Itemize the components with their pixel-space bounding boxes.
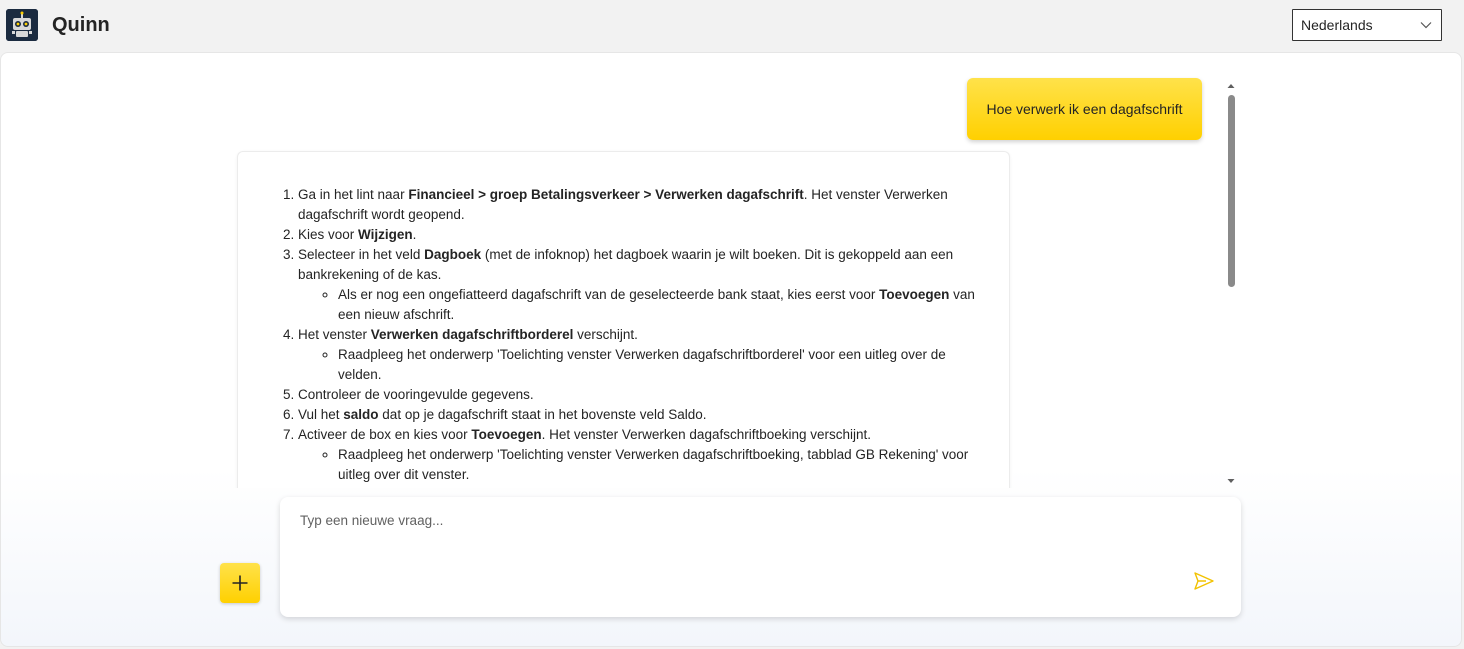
chat-transcript[interactable] [1,53,1241,488]
answer-step-4 [298,325,989,385]
user-message-bubble: Hoe verwerk ik een dagafschrift [967,78,1202,140]
step-bold-text: Toevoegen [471,427,542,442]
answer-step-7 [298,425,989,485]
answer-step-6 [298,405,989,425]
answer-substep [338,285,989,325]
step-text: . Het venster Verwerken dagafschrift wordt geopend. [298,187,948,222]
step-text: dat op je dagafschrift staat in het bovenste veld Saldo. [378,407,707,422]
step-text: Selecteer in het veld [298,247,425,262]
add-button[interactable] [220,563,260,603]
step-text: Het venster [298,327,371,342]
step-text: (met de infoknop) het dagboek waarin je wilt boeken. Dit is gekoppeld aan een bankrekening of de kas. [298,247,954,282]
answer-step-5: 5. Controleer de vooringevulde gegevens. [298,385,989,405]
bot-answer-card [237,151,1010,488]
message-composer [280,497,1241,617]
chevron-down-icon [1419,18,1433,32]
step-text: Ga in het lint naar [298,187,409,202]
step-bold-text: saldo [343,407,379,422]
language-select[interactable] [1292,9,1442,41]
step-text: Kies voor [298,227,359,242]
app-title: Quinn [52,14,110,36]
step-bold-text: Dagboek [424,247,482,262]
answer-substeps [298,285,989,325]
arrow-up-icon[interactable] [1226,81,1236,91]
step-bold-text: Financieel > groep Betalingsverkeer > Verwerken dagafschrift [408,187,804,202]
language-selected-label: Nederlands [1301,17,1373,33]
send-icon [1192,569,1216,593]
chat-panel [0,52,1462,647]
step-text: Activeer de box en kies voor [298,427,472,442]
message-input[interactable] [300,513,1180,573]
robot-logo-icon [6,9,38,41]
step-text: . [412,227,417,242]
answer-substeps [298,445,989,485]
substep-bold-text: Toevoegen [879,287,950,302]
answer-steps-list [278,185,989,485]
answer-substep: ◦ Raadpleeg het onderwerp 'Toelichting venster Verwerken dagafschriftborderel' voor een uitleg over de velden. [338,345,989,385]
answer-substep: ◦ Raadpleeg het onderwerp 'Toelichting venster Verwerken dagafschriftboeking, tabblad GB Rekening' voor uitleg over dit venster. [338,445,989,485]
plus-icon [231,574,249,592]
step-text: verschijnt. [573,327,638,342]
arrow-down-icon[interactable] [1226,476,1236,486]
answer-step-3 [298,245,989,325]
step-text: . Het venster Verwerken dagafschriftboeking verschijnt. [541,427,872,442]
send-button[interactable] [1192,569,1218,595]
step-bold-text: Wijzigen [358,227,413,242]
step-text: Vul het [298,407,344,422]
chat-scrollbar[interactable] [1226,81,1236,486]
substep-text: van een nieuw afschrift. [338,287,975,322]
substep-text: Als er nog een ongefiatteerd dagafschrift van de geselecteerde bank staat, kies eerst voor [338,287,880,302]
app-header [0,0,1464,52]
answer-step-1 [298,185,989,225]
step-bold-text: Verwerken dagafschriftborderel [370,327,574,342]
scrollbar-thumb[interactable] [1228,95,1235,287]
answer-substeps [298,345,989,385]
answer-step-2 [298,225,989,245]
